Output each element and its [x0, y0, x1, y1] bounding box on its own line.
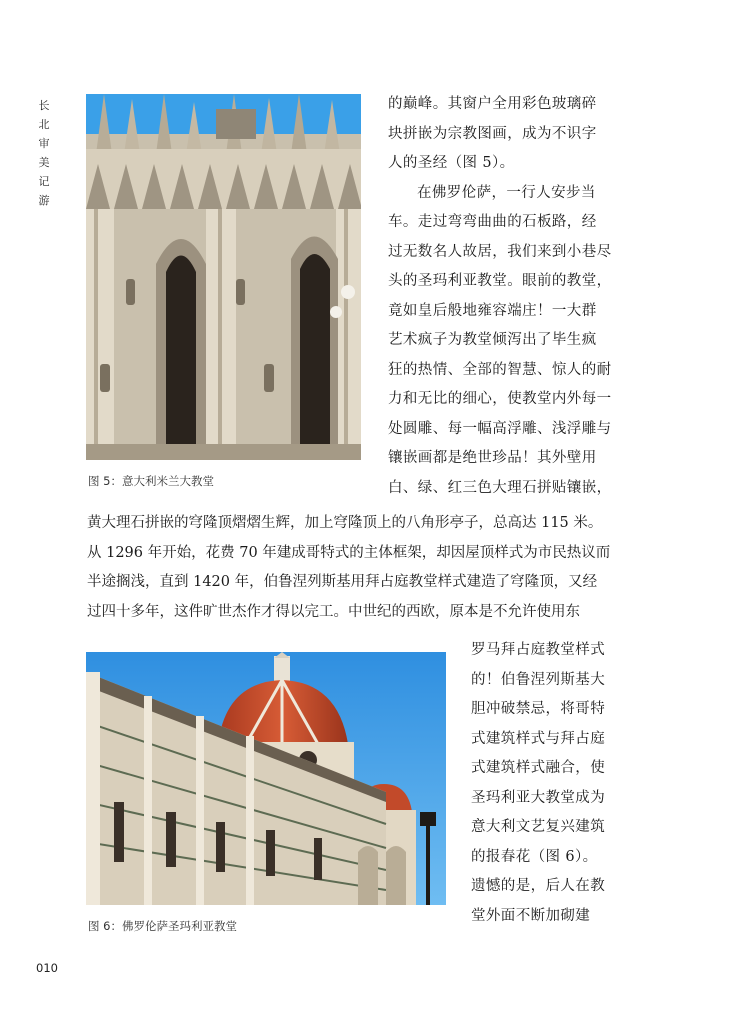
running-title-char: 长	[38, 99, 50, 112]
running-title-char: 美	[38, 156, 50, 169]
text-line: 狂的热情、全部的智慧、惊人的耐	[388, 361, 612, 378]
running-title-char: 游	[38, 194, 50, 207]
text-line: 半途搁浅，直到 1420 年，伯鲁涅列斯基用拜占庭教堂样式建造了穹隆顶，又经	[87, 574, 598, 590]
running-title	[36, 96, 52, 210]
text-line: 白、绿、红三色大理石拼贴镶嵌，	[388, 479, 612, 496]
page-number: 010	[36, 961, 58, 975]
text-line: 过无数名人故居，我们来到小巷尽	[388, 243, 612, 260]
figure-5-caption: 图 5：意大利米兰大教堂	[88, 474, 214, 488]
text-line: 罗马拜占庭教堂样式	[471, 642, 606, 658]
text-line: 圣玛利亚大教堂成为	[471, 789, 606, 806]
running-title-char: 记	[38, 175, 50, 188]
text-line: 堂外面不断加砌建	[471, 907, 591, 924]
text-line: 车。走过弯弯曲曲的石板路，经	[388, 214, 597, 230]
text-line: 处圆雕、每一幅高浮雕、浅浮雕与	[388, 420, 612, 437]
full-width-text	[87, 509, 627, 627]
text-line: 意大利文艺复兴建筑	[471, 819, 606, 835]
text-line: 艺术疯子为教堂倾泻出了毕生疯	[388, 332, 597, 348]
figure-6-caption: 图 6：佛罗伦萨圣玛利亚教堂	[88, 919, 237, 933]
text-line: 的巅峰。其窗户全用彩色玻璃碎	[388, 96, 597, 112]
text-line: 块拼嵌为宗教图画，成为不识字	[388, 125, 597, 142]
running-title-char: 审	[38, 137, 50, 150]
text-line: 的！伯鲁涅列斯基大	[471, 671, 606, 688]
text-line: 镶嵌画都是绝世珍品！其外壁用	[388, 450, 597, 466]
text-line: 遗憾的是，后人在教	[471, 878, 606, 894]
text-line: 力和无比的细心，使教堂内外每一	[388, 391, 612, 407]
text-line: 黄大理石拼嵌的穹隆顶熠熠生辉，加上穹隆顶上的八角形亭子，总高达 115 米。	[87, 515, 603, 531]
text-line: 的报春花（图 6）。	[471, 848, 598, 865]
figure-6-photo	[86, 652, 446, 905]
narrow-column-text	[471, 636, 605, 931]
text-line: 从 1296 年开始，花费 70 年建成哥特式的主体框架，却因屋顶样式为市民热议而	[87, 544, 611, 561]
text-line: 式建筑样式与拜占庭	[471, 730, 606, 747]
text-line: 胆冲破禁忌，将哥特	[471, 701, 606, 717]
right-column-text	[388, 90, 612, 503]
text-line: 竟如皇后般地雍容端庄！一大群	[388, 302, 597, 319]
paragraph-start-line: 在佛罗伦萨，一行人安步当	[417, 184, 596, 201]
text-line: 过四十多年，这件旷世杰作才得以完工。中世纪的西欧，原本是不允许使用东	[87, 603, 580, 620]
running-title-char: 北	[38, 118, 50, 131]
text-line: 头的圣玛利亚教堂。眼前的教堂，	[388, 273, 612, 289]
text-line: 人的圣经（图 5）。	[388, 155, 515, 171]
figure-5-photo	[86, 94, 361, 460]
text-line: 式建筑样式融合，使	[471, 760, 606, 776]
